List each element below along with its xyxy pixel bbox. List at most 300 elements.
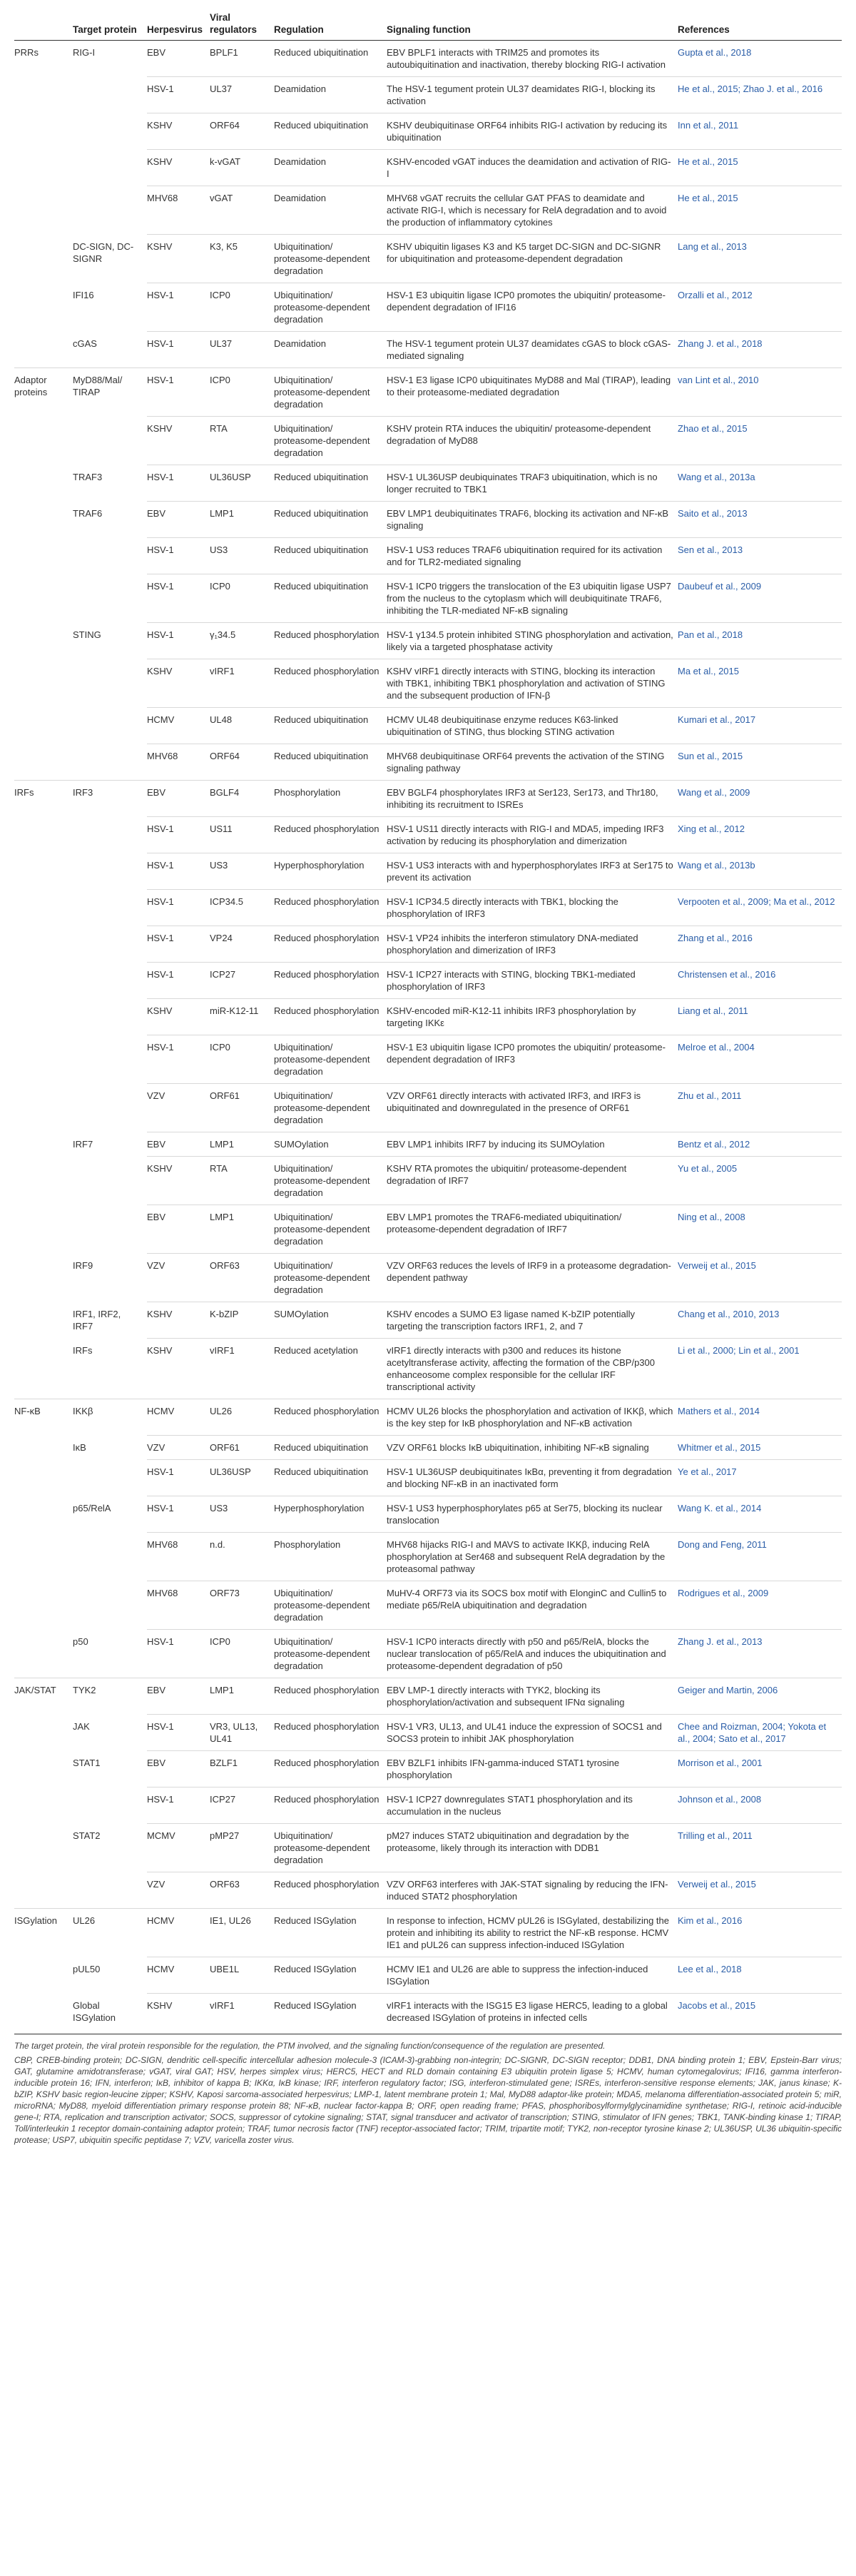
regulation-cell: Ubiquitination/ proteasome-dependent degradation (274, 1581, 387, 1630)
signaling-function-cell: HSV-1 VR3, UL13, and UL41 induce the expression of SOCS1 and SOCS3 protein to inhibit JAK phosphorylation (387, 1715, 678, 1751)
table-row (14, 890, 842, 926)
row-category (14, 235, 73, 283)
viral-regulator-cell: ORF61 (210, 1436, 274, 1460)
table-row (14, 1496, 842, 1533)
signaling-function-cell: KSHV ubiquitin ligases K3 and K5 target DC-SIGN and DC-SIGNR for ubiquitination and proteasome-dependent degradation (387, 235, 678, 283)
regulation-cell: Ubiquitination/ proteasome-dependent degradation (274, 1035, 387, 1084)
herpesvirus-cell: KSHV (147, 417, 210, 465)
row-category (14, 1132, 73, 1157)
row-category (14, 659, 73, 708)
ptm-regulation-table (14, 7, 842, 2029)
table-row (14, 817, 842, 853)
header-regulation: Regulation (274, 7, 387, 41)
signaling-function-cell: HSV-1 UL36USP deubiquinates TRAF3 ubiquitination, which is no longer recruited to TBK1 (387, 465, 678, 502)
target-protein-cell: JAK (73, 1720, 90, 1732)
signaling-function-cell: HSV-1 US11 directly interacts with RIG-I and MDA5, impeding IRF3 activation by reducing its phosphorylation and dimerization (387, 817, 678, 853)
target-protein-cell (73, 150, 147, 186)
herpesvirus-cell: HCMV (147, 708, 210, 744)
row-category (14, 623, 73, 659)
regulation-cell: Deamidation (274, 77, 387, 113)
herpesvirus-cell: HCMV (147, 1957, 210, 1994)
signaling-function-cell: MuHV-4 ORF73 via its SOCS box motif with ElonginC and Cullin5 to mediate p65/RelA ubiquitination and degradation (387, 1581, 678, 1630)
herpesvirus-cell: HSV-1 (147, 368, 210, 417)
reference-cell: Orzalli et al., 2012 (678, 283, 842, 332)
target-protein-cell (73, 113, 147, 150)
viral-regulator-cell: vIRF1 (210, 1339, 274, 1399)
table-row (14, 781, 842, 817)
reference-cell: Zhao et al., 2015 (678, 417, 842, 465)
herpesvirus-cell: HSV-1 (147, 1788, 210, 1824)
target-protein-cell (73, 1872, 147, 1909)
table-row (14, 1399, 842, 1436)
regulation-cell: Reduced phosphorylation (274, 659, 387, 708)
reference-cell: Christensen et al., 2016 (678, 963, 842, 999)
regulation-cell: Reduced phosphorylation (274, 1678, 387, 1715)
target-protein-cell: IRFs (73, 1344, 93, 1356)
viral-regulator-cell: UL37 (210, 332, 274, 368)
row-category: IRFs (14, 781, 73, 817)
target-protein-cell (73, 1460, 147, 1496)
target-protein-cell (73, 574, 147, 623)
reference-cell: Wang K. et al., 2014 (678, 1496, 842, 1533)
target-protein-cell (73, 926, 147, 963)
herpesvirus-cell: EBV (147, 781, 210, 817)
row-category (14, 186, 73, 235)
row-category (14, 332, 73, 368)
target-protein-cell (73, 817, 147, 853)
target-protein-cell: TRAF3 (73, 471, 103, 482)
regulation-cell: Reduced phosphorylation (274, 999, 387, 1035)
signaling-function-cell: vIRF1 directly interacts with p300 and reduces its histone acetyltransferase activity, affecting the formation of the CBP/p300 enhanceosome complex responsible for the cellular IRF transcriptional activity (387, 1339, 678, 1399)
reference-cell: Bentz et al., 2012 (678, 1132, 842, 1157)
viral-regulator-cell: K3, K5 (210, 235, 274, 283)
regulation-cell: Ubiquitination/ proteasome-dependent degradation (274, 235, 387, 283)
herpesvirus-cell: HSV-1 (147, 1715, 210, 1751)
table-row (14, 853, 842, 890)
row-category (14, 999, 73, 1035)
table-row (14, 235, 842, 283)
reference-cell: Saito et al., 2013 (678, 502, 842, 538)
target-protein-cell: IRF9 (73, 1259, 93, 1271)
reference-cell: Ye et al., 2017 (678, 1460, 842, 1496)
herpesvirus-cell: EBV (147, 47, 166, 58)
signaling-function-cell: HSV-1 ICP0 interacts directly with p50 and p65/RelA, blocks the nuclear translocation of p65/RelA and induces the ubiquitination and proteasome-dependent degradation of p50 (387, 1630, 678, 1678)
row-category (14, 817, 73, 853)
header-references: References (678, 7, 842, 41)
viral-regulator-cell: US11 (210, 817, 274, 853)
reference-cell: Verpooten et al., 2009; Ma et al., 2012 (678, 890, 842, 926)
table-row (14, 502, 842, 538)
target-protein-cell: p65/RelA (73, 1502, 111, 1513)
signaling-function-cell: HSV-1 ICP0 triggers the translocation of the E3 ubiquitin ligase USP7 from the nucleus to the cytoplasm which will deubiquitinate TRAF6, inhibiting the TLR-mediated NF-κB signaling (387, 574, 678, 623)
regulation-cell: Ubiquitination/ proteasome-dependent degradation (274, 1084, 387, 1132)
target-protein-cell: DC-SIGN, DC-SIGNR (73, 240, 134, 264)
viral-regulator-cell: UL36USP (210, 1460, 274, 1496)
viral-regulator-cell: RTA (210, 1157, 274, 1205)
row-category (14, 1460, 73, 1496)
table-row (14, 283, 842, 332)
target-protein-cell (73, 1084, 147, 1132)
target-protein-cell: IκB (73, 1441, 86, 1453)
target-protein-cell: IRF7 (73, 1138, 93, 1150)
regulation-cell: Reduced ubiquitination (274, 1436, 387, 1460)
signaling-function-cell: MHV68 hijacks RIG-I and MAVS to activate IKKβ, inducing RelA phosphorylation at Ser468 and subsequent RelA degradation by the proteasomal pathway (387, 1533, 678, 1581)
signaling-function-cell: KSHV encodes a SUMO E3 ligase named K-bZIP potentially targeting the transcription factors IRF1, 2, and 7 (387, 1302, 678, 1339)
row-category (14, 465, 73, 502)
signaling-function-cell: EBV LMP1 inhibits IRF7 by inducing its SUMOylation (387, 1132, 678, 1157)
herpesvirus-cell: HSV-1 (147, 574, 210, 623)
target-protein-cell (73, 744, 147, 781)
reference-cell: Kim et al., 2016 (678, 1909, 842, 1957)
viral-regulator-cell: UL26 (210, 1399, 274, 1436)
herpesvirus-cell: MHV68 (147, 1581, 210, 1630)
herpesvirus-cell: HSV-1 (147, 77, 210, 113)
table-row (14, 574, 842, 623)
target-protein-cell (73, 853, 147, 890)
viral-regulator-cell: K-bZIP (210, 1302, 274, 1339)
table-row (14, 332, 842, 368)
header-target-protein: Target protein (73, 7, 147, 41)
row-category (14, 708, 73, 744)
reference-cell: Geiger and Martin, 2006 (678, 1678, 842, 1715)
row-category (14, 963, 73, 999)
signaling-function-cell: In response to infection, HCMV pUL26 is ISGylated, destabilizing the protein and inhibiting its ability to restrict the NF-κB response. HCMV IE1 and pUL26 can suppress infection-induced ISGylation (387, 1909, 678, 1957)
regulation-cell: Ubiquitination/ proteasome-dependent degradation (274, 417, 387, 465)
regulation-cell: Reduced ubiquitination (274, 708, 387, 744)
reference-cell: Dong and Feng, 2011 (678, 1533, 842, 1581)
target-protein-cell (73, 1533, 147, 1581)
row-category (14, 113, 73, 150)
table-row (14, 926, 842, 963)
row-category (14, 1035, 73, 1084)
reference-cell: Lang et al., 2013 (678, 235, 842, 283)
row-category (14, 1751, 73, 1788)
viral-regulator-cell: ICP0 (210, 574, 274, 623)
reference-cell: van Lint et al., 2010 (678, 368, 842, 417)
reference-cell: Sun et al., 2015 (678, 744, 842, 781)
header-category (14, 7, 73, 41)
viral-regulator-cell: UBE1L (210, 1957, 274, 1994)
reference-cell: He et al., 2015 (678, 186, 842, 235)
signaling-function-cell: HCMV UL48 deubiquitinase enzyme reduces K63-linked ubiquitination of STING, thus blocking STING activation (387, 708, 678, 744)
row-category (14, 502, 73, 538)
table-row (14, 1460, 842, 1496)
signaling-function-cell: VZV ORF61 blocks IκB ubiquitination, inhibiting NF-κB signaling (387, 1436, 678, 1460)
herpesvirus-cell: KSHV (147, 659, 210, 708)
target-protein-cell (73, 1788, 147, 1824)
row-category (14, 417, 73, 465)
row-category (14, 150, 73, 186)
herpesvirus-cell: EBV (147, 1132, 210, 1157)
reference-cell: Zhang et al., 2016 (678, 926, 842, 963)
table-row (14, 999, 842, 1035)
table-row (14, 1035, 842, 1084)
target-protein-cell (73, 999, 147, 1035)
herpesvirus-cell: KSHV (147, 1302, 210, 1339)
table-row (14, 1909, 842, 1957)
target-protein-cell: MyD88/Mal/ TIRAP (73, 368, 147, 417)
regulation-cell: Reduced phosphorylation (274, 1751, 387, 1788)
regulation-cell: Reduced phosphorylation (274, 890, 387, 926)
table-row (14, 623, 842, 659)
reference-cell: Zhu et al., 2011 (678, 1084, 842, 1132)
footnote-abbreviations: CBP, CREB-binding protein; DC-SIGN, dendritic cell-specific intercellular adhesion molecule-3 (ICAM-3)-grabbing non-integrin; DC-SIGNR, DC-SIGN receptor; DDB1, DNA binding protein 1; EBV, Epstein-Barr virus; GAT, glutamine amidotransferase; vGAT, viral GAT; HSV, herpes simplex virus; HERC5, HECT and RLD domain containing E3 ubiquitin protein ligase 5; HCMV, human cytomegalovirus; IFI16, gamma interferon-inducible protein 16; IFN, interferon; IκB, inhibitor of kappa B; IKKα, IκB kinase; IRF, interferon regulatory factor; ISG, interferon-stimulated gene; ISREs, interferon-sensitive response elements; JAK, janus kinase; K-bZIP, KSHV basic region-leucine zipper; KSHV, Kaposi sarcoma-associated herpesvirus; LMP-1, latent membrane protein 1; Mal, MyD88 adaptor-like protein; MDA5, melanoma differentiation-associated protein 5; miR, microRNA; MyD88, myeloid differentiation primary response protein 88; NF-κB, nuclear factor-kappa B; ORF, open reading frame; PFAS, phosphoribosylformylglycinamidine synthetase; RIG-I, retinoic acid-inducible gene-I; RTA, replication and transcription activator; SOCS, suppressor of cytokine signaling; STAT, signal transducer and activator of transcription; STING, stimulator of IFN genes; TBK1, TANK-binding kinase 1; TIRAP, Toll/interleukin 1 receptor domain-containing adaptor protein; TRAF, tumor necrosis factor (TNF) receptor-associated factor; TRIM, tripartite motif; TYK2, non-receptor tyrosine kinase 2; UL36USP, UL36 ubiquitin-specific protease; USP7, ubiquitin specific peptidase 7; VZV, varicella zoster virus. (14, 2055, 842, 2145)
regulation-cell: Deamidation (274, 150, 387, 186)
herpesvirus-cell: KSHV (147, 1994, 210, 2030)
target-protein-cell (73, 659, 147, 708)
viral-regulator-cell: ICP0 (210, 1630, 274, 1678)
viral-regulator-cell: γ₁34.5 (210, 623, 274, 659)
signaling-function-cell: VZV ORF61 directly interacts with activated IRF3, and IRF3 is ubiquitinated and downregulated in the presence of ORF61 (387, 1084, 678, 1132)
row-category (14, 77, 73, 113)
row-category (14, 1715, 73, 1751)
viral-regulator-cell: ORF64 (210, 113, 274, 150)
table-row (14, 417, 842, 465)
regulation-cell: SUMOylation (274, 1302, 387, 1339)
row-category (14, 1994, 73, 2030)
target-protein-cell: TRAF6 (73, 507, 103, 519)
viral-regulator-cell: miR-K12-11 (210, 999, 274, 1035)
table-row (14, 1533, 842, 1581)
reference-cell: Morrison et al., 2001 (678, 1751, 842, 1788)
regulation-cell: Ubiquitination/ proteasome-dependent degradation (274, 1824, 387, 1872)
table-row (14, 1630, 842, 1678)
herpesvirus-cell: EBV (147, 1205, 210, 1254)
regulation-cell: Reduced ISGylation (274, 1994, 387, 2030)
table-row (14, 1824, 842, 1872)
herpesvirus-cell: VZV (147, 1872, 210, 1909)
herpesvirus-cell: HCMV (147, 1399, 210, 1436)
viral-regulator-cell: BZLF1 (210, 1751, 274, 1788)
regulation-cell: Reduced phosphorylation (274, 1715, 387, 1751)
regulation-cell: Ubiquitination/ proteasome-dependent degradation (274, 1630, 387, 1678)
viral-regulator-cell: ICP27 (210, 963, 274, 999)
target-protein-cell (73, 1205, 147, 1254)
viral-regulator-cell: n.d. (210, 1533, 274, 1581)
reference-cell: Pan et al., 2018 (678, 623, 842, 659)
row-category: NF-κB (14, 1399, 73, 1436)
viral-regulator-cell: VR3, UL13, UL41 (210, 1715, 274, 1751)
viral-regulator-cell: ORF61 (210, 1084, 274, 1132)
viral-regulator-cell: UL36USP (210, 465, 274, 502)
target-protein-cell: IKKβ (73, 1399, 147, 1436)
signaling-function-cell: MHV68 deubiquitinase ORF64 prevents the activation of the STING signaling pathway (387, 744, 678, 781)
target-protein-cell: STING (73, 629, 101, 640)
table-row (14, 1994, 842, 2030)
reference-cell: He et al., 2015 (678, 150, 842, 186)
signaling-function-cell: HSV-1 ICP27 interacts with STING, blocking TBK1-mediated phosphorylation of IRF3 (387, 963, 678, 999)
signaling-function-cell: EBV BGLF4 phosphorylates IRF3 at Ser123, Ser173, and Thr180, inhibiting its recruitment to ISREs (387, 781, 678, 817)
target-protein-cell (73, 890, 147, 926)
row-category (14, 1533, 73, 1581)
herpesvirus-cell: HSV-1 (147, 1630, 210, 1678)
regulation-cell: Hyperphosphorylation (274, 1496, 387, 1533)
row-category: JAK/STAT (14, 1678, 73, 1715)
regulation-cell: SUMOylation (274, 1132, 387, 1157)
regulation-cell: Reduced ISGylation (274, 1957, 387, 1994)
row-category (14, 1205, 73, 1254)
reference-cell: Melroe et al., 2004 (678, 1035, 842, 1084)
table-footnote (14, 2034, 842, 2146)
reference-cell: Sen et al., 2013 (678, 538, 842, 574)
footnote-description: The target protein, the viral protein responsible for the regulation, the PTM involved, and the signaling function/consequence of the regulation are presented. (14, 2041, 606, 2051)
row-category (14, 1824, 73, 1872)
herpesvirus-cell: HSV-1 (147, 1035, 210, 1084)
viral-regulator-cell: BPLF1 (210, 47, 238, 58)
row-category (14, 1436, 73, 1460)
target-protein-cell (73, 538, 147, 574)
row-category (14, 853, 73, 890)
herpesvirus-cell: MHV68 (147, 744, 210, 781)
reference-cell: Li et al., 2000; Lin et al., 2001 (678, 1339, 842, 1399)
viral-regulator-cell: US3 (210, 853, 274, 890)
table-row (14, 1715, 842, 1751)
regulation-cell: Reduced phosphorylation (274, 1872, 387, 1909)
header-viral-regulators: Viral regulators (210, 7, 274, 41)
table-row (14, 77, 842, 113)
reference-cell: Inn et al., 2011 (678, 113, 842, 150)
viral-regulator-cell: UL37 (210, 77, 274, 113)
table-row (14, 744, 842, 781)
table-row (14, 1157, 842, 1205)
herpesvirus-cell: EBV (147, 502, 210, 538)
row-category (14, 1788, 73, 1824)
row-category (14, 1084, 73, 1132)
table-row (14, 1678, 842, 1715)
signaling-function-cell: HSV-1 E3 ubiquitin ligase ICP0 promotes the ubiquitin/ proteasome-dependent degradation of IRF3 (387, 1035, 678, 1084)
signaling-function-cell: HSV-1 VP24 inhibits the interferon stimulatory DNA-mediated phosphorylation and dimerization of IRF3 (387, 926, 678, 963)
viral-regulator-cell: ORF64 (210, 744, 274, 781)
reference-cell: Whitmer et al., 2015 (678, 1436, 842, 1460)
signaling-function-cell: KSHV-encoded vGAT induces the deamidation and activation of RIG-I (387, 150, 678, 186)
row-category (14, 1581, 73, 1630)
regulation-cell: Reduced ubiquitination (274, 1460, 387, 1496)
signaling-function-cell: EBV LMP1 promotes the TRAF6-mediated ubiquitination/ proteasome-dependent degradation of IRF7 (387, 1205, 678, 1254)
regulation-cell: Reduced ubiquitination (274, 538, 387, 574)
reference-cell: Daubeuf et al., 2009 (678, 574, 842, 623)
table-row (14, 1084, 842, 1132)
table-row (14, 1957, 842, 1994)
reference-cell: Verweij et al., 2015 (678, 1872, 842, 1909)
regulation-cell: Phosphorylation (274, 781, 387, 817)
reference-cell: Zhang J. et al., 2018 (678, 332, 842, 368)
regulation-cell: Reduced phosphorylation (274, 623, 387, 659)
herpesvirus-cell: HSV-1 (147, 332, 210, 368)
table-row (14, 963, 842, 999)
table-row (14, 1788, 842, 1824)
signaling-function-cell: The HSV-1 tegument protein UL37 deamidates cGAS to block cGAS-mediated signaling (387, 332, 678, 368)
signaling-function-cell: EBV BPLF1 interacts with TRIM25 and promotes its autoubiquitination and inactivation, thereby blocking RIG-I activation (387, 47, 666, 70)
signaling-function-cell: MHV68 vGAT recruits the cellular GAT PFAS to deamidate and activate RIG-I, which is necessary for RelA degradation and to avoid the production of inflammatory cytokines (387, 186, 678, 235)
table-row (14, 708, 842, 744)
signaling-function-cell: KSHV deubiquitinase ORF64 inhibits RIG-I activation by reducing its ubiquitination (387, 113, 678, 150)
reference-cell: Wang et al., 2013b (678, 853, 842, 890)
viral-regulator-cell: k-vGAT (210, 150, 274, 186)
herpesvirus-cell: HSV-1 (147, 1496, 210, 1533)
row-category (14, 574, 73, 623)
signaling-function-cell: HSV-1 US3 interacts with and hyperphosphorylates IRF3 at Ser175 to prevent its activation (387, 853, 678, 890)
herpesvirus-cell: HSV-1 (147, 963, 210, 999)
viral-regulator-cell: vGAT (210, 186, 274, 235)
reference-cell: Chang et al., 2010, 2013 (678, 1302, 842, 1339)
target-protein-cell: pUL50 (73, 1963, 101, 1974)
viral-regulator-cell: ICP0 (210, 1035, 274, 1084)
target-protein-cell (73, 417, 147, 465)
regulation-cell: Reduced ubiquitination (274, 113, 387, 150)
table-row (14, 41, 842, 77)
target-protein-cell (73, 963, 147, 999)
herpesvirus-cell: EBV (147, 1678, 210, 1715)
row-category (14, 890, 73, 926)
table-row (14, 186, 842, 235)
target-protein-cell: TYK2 (73, 1678, 147, 1715)
signaling-function-cell: HSV-1 ICP27 downregulates STAT1 phosphorylation and its accumulation in the nucleus (387, 1788, 678, 1824)
herpesvirus-cell: HSV-1 (147, 890, 210, 926)
target-protein-cell (73, 1157, 147, 1205)
herpesvirus-cell: HSV-1 (147, 465, 210, 502)
row-category (14, 1254, 73, 1302)
reference-cell: Ning et al., 2008 (678, 1205, 842, 1254)
viral-regulator-cell: UL48 (210, 708, 274, 744)
regulation-cell: Deamidation (274, 186, 387, 235)
target-protein-cell (73, 1035, 147, 1084)
herpesvirus-cell: HSV-1 (147, 1460, 210, 1496)
regulation-cell: Reduced phosphorylation (274, 1788, 387, 1824)
signaling-function-cell: HSV-1 E3 ubiquitin ligase ICP0 promotes the ubiquitin/ proteasome-dependent degradation of IFI16 (387, 283, 678, 332)
viral-regulator-cell: VP24 (210, 926, 274, 963)
signaling-function-cell: VZV ORF63 interferes with JAK-STAT signaling by reducing the IFN-induced STAT2 phosphorylation (387, 1872, 678, 1909)
header-herpesvirus: Herpesvirus (147, 7, 210, 41)
row-category (14, 744, 73, 781)
target-protein-cell: IFI16 (73, 289, 94, 300)
target-protein-cell: IRF3 (73, 781, 147, 817)
signaling-function-cell: HSV-1 US3 reduces TRAF6 ubiquitination required for its activation and for TLR2-mediated signaling (387, 538, 678, 574)
table-row (14, 538, 842, 574)
regulation-cell: Hyperphosphorylation (274, 853, 387, 890)
viral-regulator-cell: vIRF1 (210, 659, 274, 708)
reference-cell: Ma et al., 2015 (678, 659, 842, 708)
viral-regulator-cell: ICP0 (210, 368, 274, 417)
regulation-cell: Reduced ubiquitination (274, 502, 387, 538)
herpesvirus-cell: VZV (147, 1254, 210, 1302)
reference-cell: Xing et al., 2012 (678, 817, 842, 853)
regulation-cell: Ubiquitination/ proteasome-dependent degradation (274, 1157, 387, 1205)
herpesvirus-cell: HSV-1 (147, 853, 210, 890)
signaling-function-cell: HSV-1 γ134.5 protein inhibited STING phosphorylation and activation, likely via a targeted phosphatase activity (387, 623, 678, 659)
target-protein-cell: IRF1, IRF2, IRF7 (73, 1308, 121, 1332)
herpesvirus-cell: KSHV (147, 150, 210, 186)
reference-cell: Verweij et al., 2015 (678, 1254, 842, 1302)
viral-regulator-cell: RTA (210, 417, 274, 465)
viral-regulator-cell: ICP34.5 (210, 890, 274, 926)
regulation-cell: Phosphorylation (274, 1533, 387, 1581)
target-protein-cell: cGAS (73, 338, 97, 349)
herpesvirus-cell: HCMV (147, 1909, 210, 1957)
table-row (14, 1254, 842, 1302)
row-category (14, 1630, 73, 1678)
reference-cell: Mathers et al., 2014 (678, 1399, 842, 1436)
signaling-function-cell: EBV BZLF1 inhibits IFN-gamma-induced STAT1 tyrosine phosphorylation (387, 1751, 678, 1788)
regulation-cell: Reduced phosphorylation (274, 963, 387, 999)
regulation-cell: Ubiquitination/ proteasome-dependent degradation (274, 1254, 387, 1302)
herpesvirus-cell: KSHV (147, 235, 210, 283)
target-protein-cell: Global ISGylation (73, 1999, 116, 2023)
row-category (14, 926, 73, 963)
target-protein-cell: p50 (73, 1636, 88, 1647)
herpesvirus-cell: HSV-1 (147, 817, 210, 853)
signaling-function-cell: HCMV IE1 and UL26 are able to suppress the infection-induced ISGylation (387, 1957, 678, 1994)
reference-cell: Yu et al., 2005 (678, 1157, 842, 1205)
